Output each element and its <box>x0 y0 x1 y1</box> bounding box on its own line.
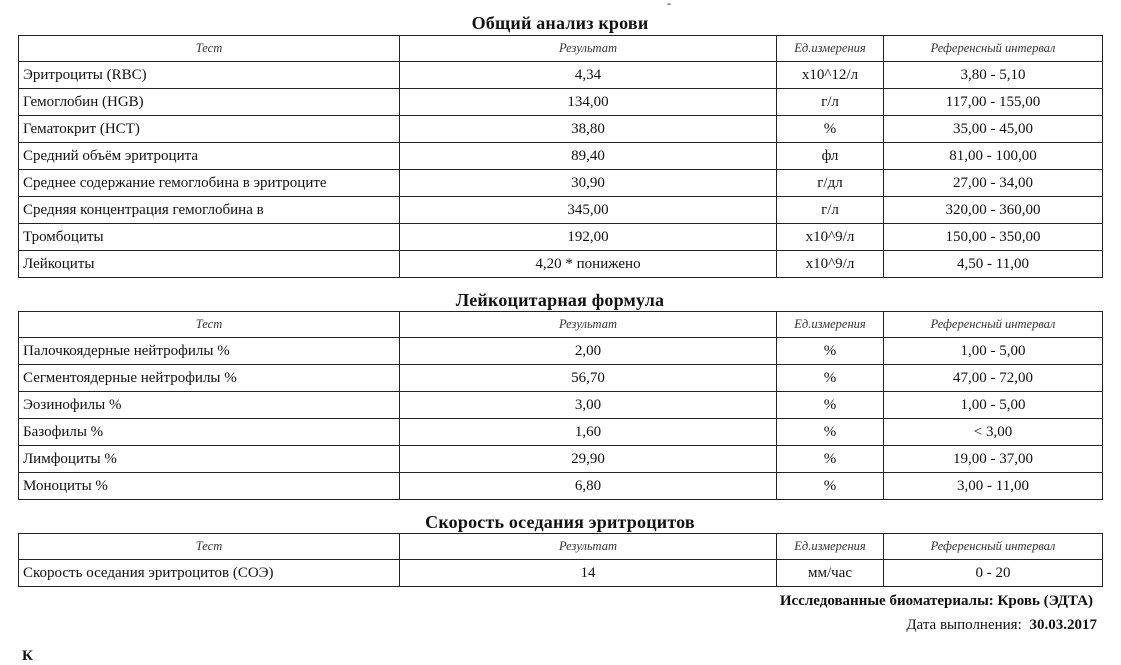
cell-result: 1,60 <box>400 419 777 446</box>
cell-result: 4,34 <box>400 62 777 89</box>
cell-test: Эозинофилы % <box>19 392 400 419</box>
table-row <box>19 89 1103 116</box>
cell-reference: 47,00 - 72,00 <box>884 365 1103 392</box>
cell-unit: % <box>777 338 884 365</box>
header-reference: Референсный интервал <box>884 36 1103 62</box>
cell-unit: % <box>777 419 884 446</box>
cell-unit: % <box>777 365 884 392</box>
section-title-cbc: Общий анализ крови <box>471 13 649 33</box>
cell-reference: 81,00 - 100,00 <box>884 143 1103 170</box>
cell-test: Среднее содержание гемоглобина в эритроците <box>19 170 400 197</box>
table-row <box>19 365 1103 392</box>
cell-reference: 320,00 - 360,00 <box>884 197 1103 224</box>
cell-result: 345,00 <box>400 197 777 224</box>
cell-unit: фл <box>777 143 884 170</box>
table-row <box>19 473 1103 500</box>
section-title-esr: Скорость оседания эритроцитов <box>425 512 695 532</box>
cell-result: 134,00 <box>400 89 777 116</box>
cell-result: 4,20 * понижено <box>400 251 777 278</box>
cell-test: Лимфоциты % <box>19 446 400 473</box>
cell-reference: 3,00 - 11,00 <box>884 473 1103 500</box>
cell-test: Средний объём эритроцита <box>19 143 400 170</box>
table-row <box>19 560 1103 587</box>
cell-result: 89,40 <box>400 143 777 170</box>
cell-result: 38,80 <box>400 116 777 143</box>
cell-test: Моноциты % <box>19 473 400 500</box>
cell-result: 6,80 <box>400 473 777 500</box>
table-row <box>19 62 1103 89</box>
biomaterials-note: Исследованные биоматериалы: Кровь (ЭДТА) <box>779 593 1093 609</box>
cell-test: Эритроциты (RBC) <box>19 62 400 89</box>
cell-unit: x10^9/л <box>777 224 884 251</box>
completion-date-value: 30.03.2017 <box>1029 617 1097 633</box>
cut-off-text: К <box>22 648 33 664</box>
cell-reference: 27,00 - 34,00 <box>884 170 1103 197</box>
cell-test: Скорость оседания эритроцитов (СОЭ) <box>19 560 400 587</box>
cell-reference: 3,80 - 5,10 <box>884 62 1103 89</box>
table-row <box>19 338 1103 365</box>
header-test: Тест <box>19 534 400 560</box>
header-reference: Референсный интервал <box>884 534 1103 560</box>
cell-result: 192,00 <box>400 224 777 251</box>
completion-date <box>906 617 1097 634</box>
cell-test: Тромбоциты <box>19 224 400 251</box>
header-test: Тест <box>19 312 400 338</box>
cell-reference: 117,00 - 155,00 <box>884 89 1103 116</box>
cell-test: Палочкоядерные нейтрофилы % <box>19 338 400 365</box>
header-result: Результат <box>400 36 777 62</box>
header-test: Тест <box>19 36 400 62</box>
cell-reference: 19,00 - 37,00 <box>884 446 1103 473</box>
cell-result: 56,70 <box>400 365 777 392</box>
completion-date-label: Дата выполнения: <box>906 617 1022 633</box>
cell-result: 29,90 <box>400 446 777 473</box>
table-row <box>19 392 1103 419</box>
table-cbc <box>18 35 1103 278</box>
cell-unit: г/л <box>777 89 884 116</box>
cell-test: Лейкоциты <box>19 251 400 278</box>
table-row <box>19 446 1103 473</box>
cell-test: Гемоглобин (HGB) <box>19 89 400 116</box>
table-row <box>19 116 1103 143</box>
top-mark: - <box>667 0 671 10</box>
cell-unit: мм/час <box>777 560 884 587</box>
cell-reference: 1,00 - 5,00 <box>884 338 1103 365</box>
table-row <box>19 143 1103 170</box>
section-title-leukocyte-formula: Лейкоцитарная формула <box>455 290 665 310</box>
table-row <box>19 170 1103 197</box>
cell-reference: 35,00 - 45,00 <box>884 116 1103 143</box>
cell-result: 3,00 <box>400 392 777 419</box>
header-reference: Референсный интервал <box>884 312 1103 338</box>
table-header-row <box>19 312 1103 338</box>
table-header-row <box>19 534 1103 560</box>
table-row <box>19 251 1103 278</box>
cell-test: Базофилы % <box>19 419 400 446</box>
cell-test: Сегментоядерные нейтрофилы % <box>19 365 400 392</box>
header-unit: Ед.измерения <box>777 534 884 560</box>
cell-unit: % <box>777 446 884 473</box>
header-result: Результат <box>400 534 777 560</box>
cell-test: Средняя концентрация гемоглобина в <box>19 197 400 224</box>
table-leukocyte-formula <box>18 311 1103 500</box>
cell-reference: 0 - 20 <box>884 560 1103 587</box>
table-row <box>19 224 1103 251</box>
cell-reference: 1,00 - 5,00 <box>884 392 1103 419</box>
cell-unit: % <box>777 392 884 419</box>
cell-unit: x10^9/л <box>777 251 884 278</box>
table-header-row <box>19 36 1103 62</box>
cell-reference: 150,00 - 350,00 <box>884 224 1103 251</box>
cell-reference: 4,50 - 11,00 <box>884 251 1103 278</box>
cell-unit: % <box>777 473 884 500</box>
header-unit: Ед.измерения <box>777 36 884 62</box>
table-esr <box>18 533 1103 587</box>
header-unit: Ед.измерения <box>777 312 884 338</box>
cell-result: 2,00 <box>400 338 777 365</box>
cell-unit: г/л <box>777 197 884 224</box>
cell-result: 30,90 <box>400 170 777 197</box>
cell-unit: г/дл <box>777 170 884 197</box>
cell-unit: x10^12/л <box>777 62 884 89</box>
cell-reference: < 3,00 <box>884 419 1103 446</box>
table-row <box>19 419 1103 446</box>
header-result: Результат <box>400 312 777 338</box>
cell-unit: % <box>777 116 884 143</box>
cell-test: Гематокрит (HCT) <box>19 116 400 143</box>
cell-result: 14 <box>400 560 777 587</box>
table-row <box>19 197 1103 224</box>
